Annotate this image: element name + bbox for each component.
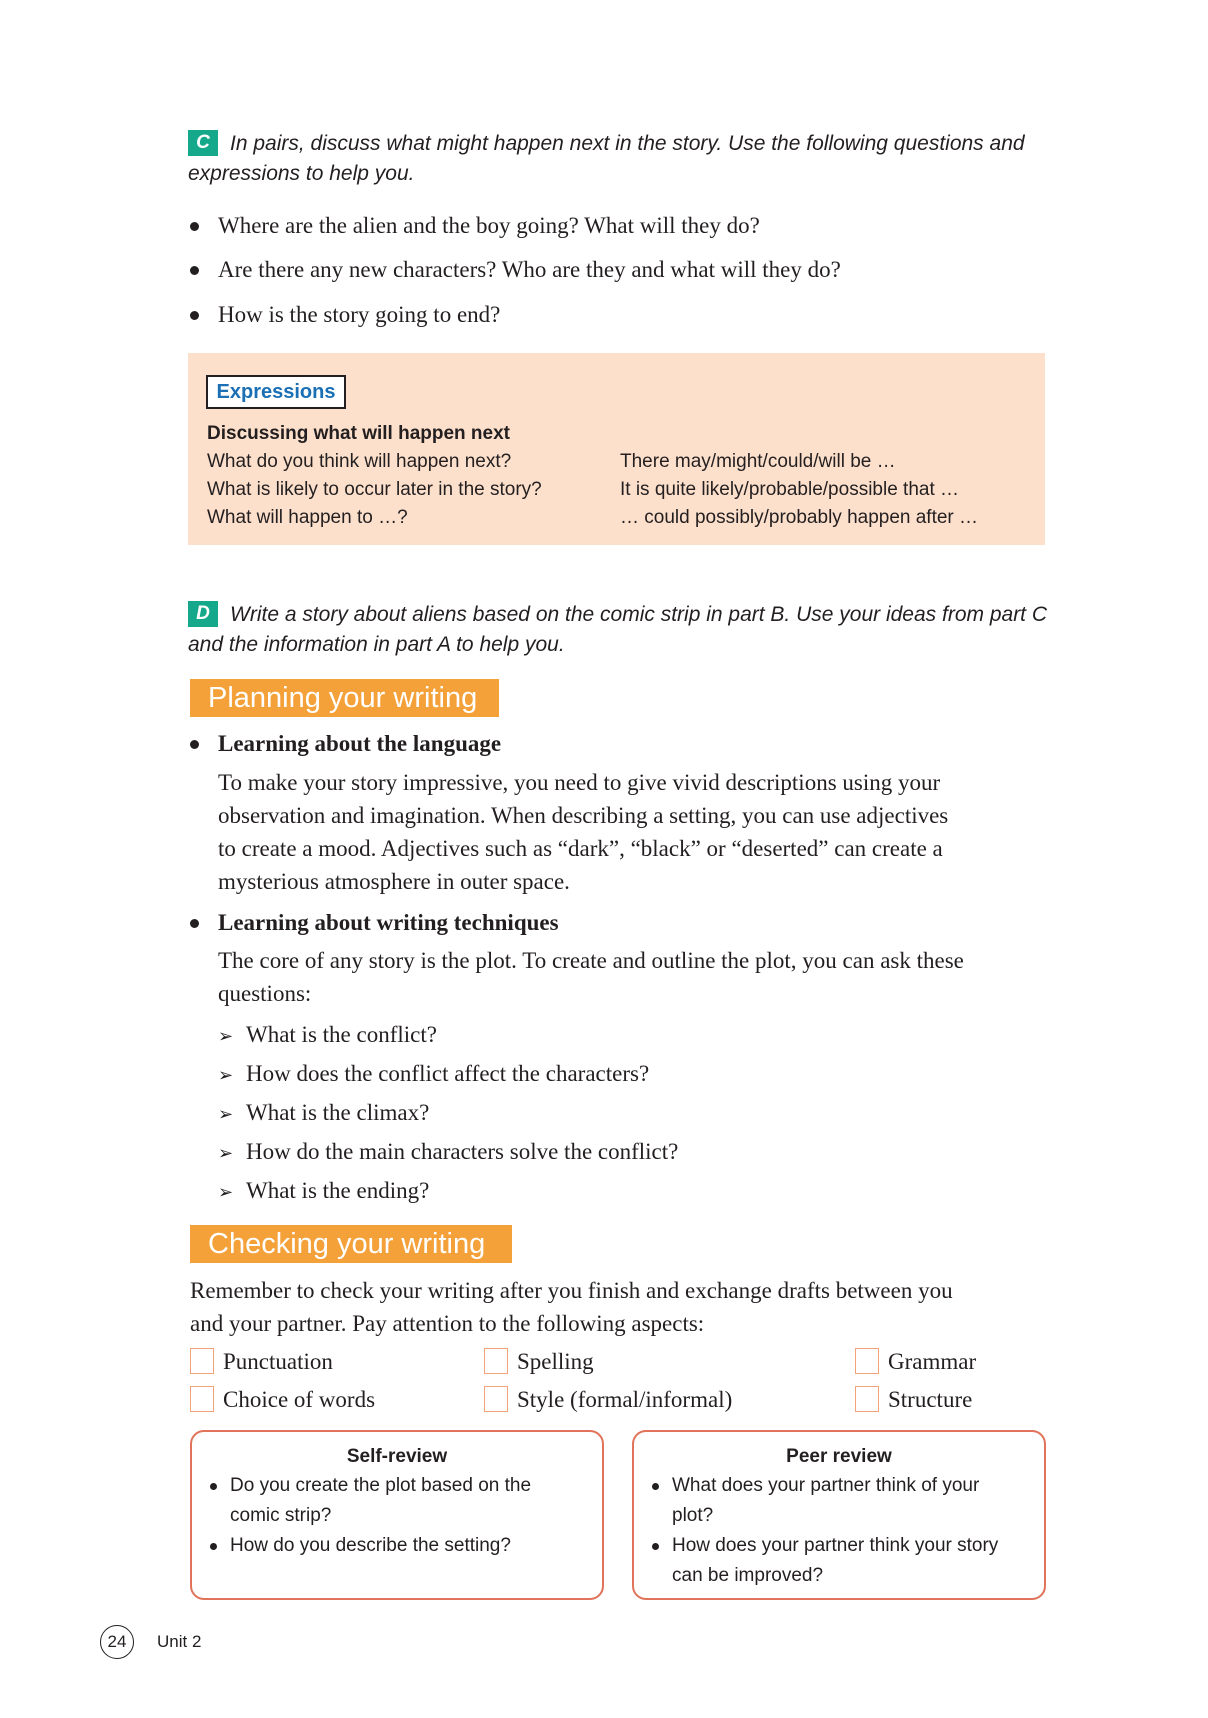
task-c-instructions — [188, 129, 1068, 189]
expressions-tag: Expressions — [206, 375, 346, 409]
task-c-line-1: In pairs, discuss what might happen next in the story. Use the following questions and — [230, 132, 1025, 155]
question-item — [190, 300, 1050, 330]
peer-review-item — [634, 1471, 1034, 1531]
plot-question-text: How does the conflict affect the characters? — [246, 1061, 650, 1086]
arrow-bullet-icon: ➢ — [218, 1026, 234, 1046]
checkbox[interactable] — [484, 1386, 508, 1412]
language-heading: Learning about the language — [218, 731, 502, 756]
expressions-right-column — [620, 448, 978, 532]
plot-question-text: How do the main characters solve the conflict? — [246, 1139, 679, 1164]
paragraph-line: and your partner. Pay attention to the following aspects: — [190, 1311, 705, 1336]
question-text: Where are the alien and the boy going? What will they do? — [218, 213, 760, 238]
bullet-icon — [190, 311, 199, 320]
techniques-paragraph — [218, 944, 1068, 1010]
paragraph-line: mysterious atmosphere in outer space. — [218, 869, 570, 894]
planning-section-title: Planning your writing — [190, 679, 499, 717]
task-d-label: D — [188, 601, 218, 627]
checkbox[interactable] — [484, 1348, 508, 1374]
question-text: Are there any new characters? Who are they and what will they do? — [218, 257, 841, 282]
plot-question-item — [218, 1137, 678, 1167]
page-number: 24 — [100, 1625, 134, 1659]
plot-question-item — [218, 1059, 678, 1089]
plot-question-text: What is the conflict? — [246, 1022, 437, 1047]
checklist-label: Spelling — [517, 1349, 594, 1374]
self-review-item — [192, 1471, 592, 1531]
plot-question-text: What is the climax? — [246, 1100, 430, 1125]
question-item — [190, 211, 1050, 241]
self-review-box — [190, 1430, 604, 1600]
checklist-label: Grammar — [888, 1349, 977, 1374]
checklist-label: Punctuation — [223, 1349, 333, 1374]
paragraph-line: to create a mood. Adjectives such as “dark”, “black” or “deserted” can create a — [218, 836, 943, 861]
review-line: can be improved? — [672, 1565, 824, 1586]
peer-review-box — [632, 1430, 1046, 1600]
checkbox[interactable] — [855, 1386, 879, 1412]
checklist-item-structure[interactable] — [855, 1385, 972, 1415]
paragraph-line: questions: — [218, 981, 312, 1006]
expression-item: There may/might/could/will be … — [620, 451, 896, 472]
arrow-bullet-icon: ➢ — [218, 1182, 234, 1202]
arrow-bullet-icon: ➢ — [218, 1143, 234, 1163]
task-d-instructions — [188, 600, 1068, 660]
paragraph-line: To make your story impressive, you need to give vivid descriptions using your — [218, 770, 941, 795]
checklist-label: Structure — [888, 1387, 973, 1412]
task-d-line-1: Write a story about aliens based on the comic strip in part B. Use your ideas from part C — [230, 603, 1048, 626]
plot-question-text: What is the ending? — [246, 1178, 430, 1203]
review-line: How does your partner think your story — [672, 1535, 999, 1556]
checklist-item-punctuation[interactable] — [190, 1347, 333, 1377]
arrow-bullet-icon: ➢ — [218, 1065, 234, 1085]
checklist-item-choice-of-words[interactable] — [190, 1385, 375, 1415]
language-heading-item — [190, 729, 1050, 759]
checklist-item-style[interactable] — [484, 1385, 732, 1415]
checking-section-title: Checking your writing — [190, 1225, 512, 1263]
expression-item: It is quite likely/probable/possible that … — [620, 479, 960, 500]
unit-label: Unit 2 — [157, 1632, 202, 1651]
plot-question-item — [218, 1098, 678, 1128]
expressions-heading: Discussing what will happen next — [207, 423, 510, 444]
question-text: How is the story going to end? — [218, 302, 501, 327]
review-line: Do you create the plot based on the — [230, 1475, 532, 1496]
checklist-item-spelling[interactable] — [484, 1347, 594, 1377]
task-d-line-2: and the information in part A to help you. — [188, 633, 565, 656]
techniques-heading: Learning about writing techniques — [218, 910, 559, 935]
expression-item: … could possibly/probably happen after … — [620, 507, 979, 528]
question-item — [190, 255, 1050, 285]
checkbox[interactable] — [190, 1386, 214, 1412]
plot-question-item — [218, 1176, 678, 1206]
checklist-label: Choice of words — [223, 1387, 376, 1412]
expression-item: What will happen to …? — [207, 507, 408, 528]
checking-intro — [190, 1274, 1070, 1340]
paragraph-line: Remember to check your writing after you finish and exchange drafts between you — [190, 1278, 953, 1303]
expression-item: What do you think will happen next? — [207, 451, 512, 472]
self-review-item — [192, 1531, 592, 1561]
bullet-icon — [210, 1543, 217, 1550]
task-c-label: C — [188, 130, 218, 156]
plot-question-item — [218, 1020, 678, 1050]
arrow-bullet-icon: ➢ — [218, 1104, 234, 1124]
checklist-label: Style (formal/informal) — [517, 1387, 733, 1412]
task-c-line-2: expressions to help you. — [188, 162, 415, 185]
expression-item: What is likely to occur later in the story? — [207, 479, 542, 500]
peer-review-item — [634, 1531, 1034, 1591]
bullet-icon — [652, 1543, 659, 1550]
review-line: plot? — [672, 1505, 714, 1526]
plot-questions-list — [218, 1020, 678, 1206]
review-line: How do you describe the setting? — [230, 1535, 511, 1556]
language-paragraph — [218, 766, 1068, 898]
techniques-heading-item — [190, 908, 1050, 938]
bullet-icon — [190, 740, 199, 749]
bullet-icon — [190, 919, 199, 928]
bullet-icon — [652, 1483, 659, 1490]
checklist-item-grammar[interactable] — [855, 1347, 976, 1377]
bullet-icon — [190, 266, 199, 275]
checkbox[interactable] — [190, 1348, 214, 1374]
peer-review-title: Peer review — [786, 1446, 892, 1467]
review-line: What does your partner think of your — [672, 1475, 980, 1496]
checkbox[interactable] — [855, 1348, 879, 1374]
bullet-icon — [190, 222, 199, 231]
paragraph-line: observation and imagination. When describing a setting, you can use adjectives — [218, 803, 949, 828]
review-line: comic strip? — [230, 1505, 332, 1526]
expressions-left-column — [207, 448, 542, 532]
bullet-icon — [210, 1483, 217, 1490]
self-review-title: Self-review — [346, 1446, 448, 1467]
paragraph-line: The core of any story is the plot. To create and outline the plot, you can ask these — [218, 948, 964, 973]
